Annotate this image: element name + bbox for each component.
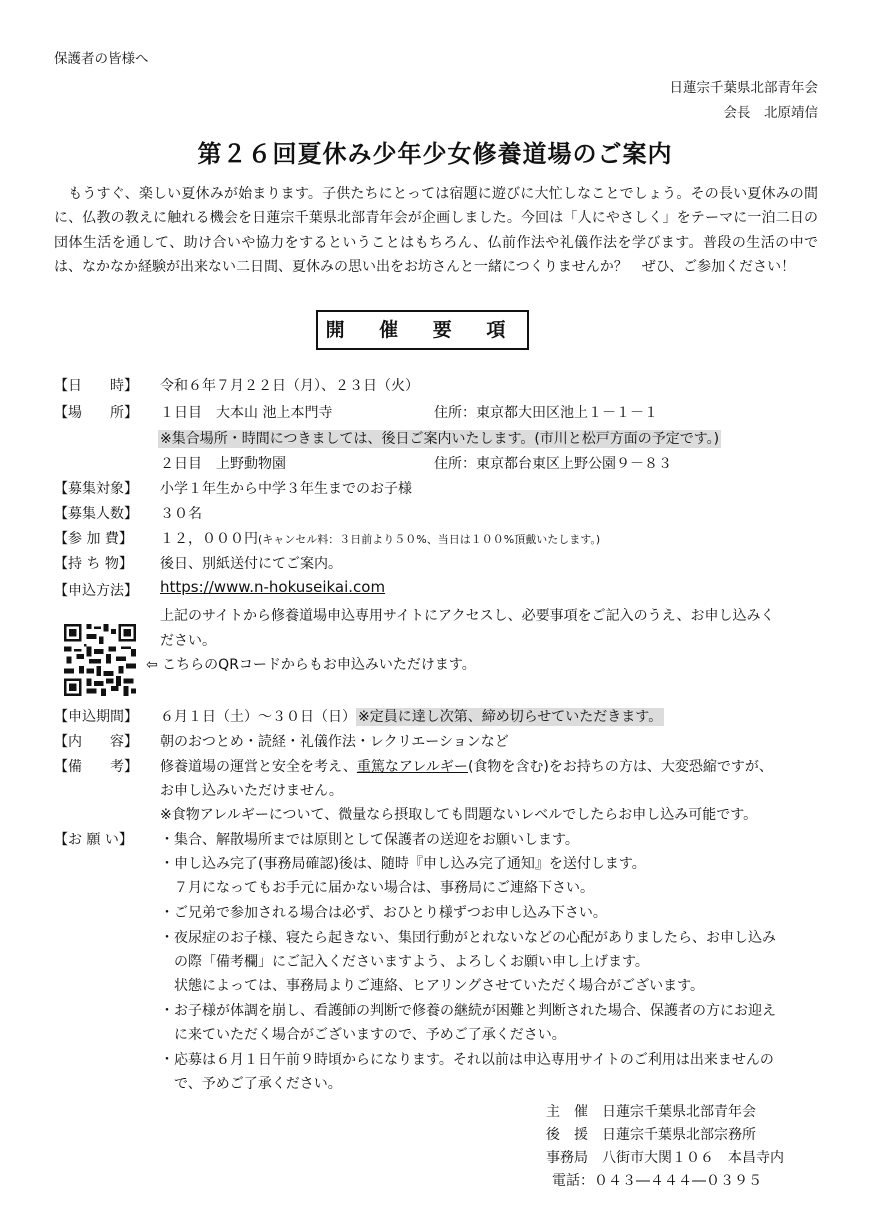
remarks-label: 【備 考】 [54,759,138,775]
period-row [160,706,664,726]
remarks-1c: (食物を含む)をお持ちの方は、大変恐縮ですが、 [467,759,773,775]
fee-note: (キャンセル料：３日前より５０%、当日は１００%頂戴いたします。) [258,533,601,546]
target-value: 小学１年生から中学３年生までのお子様 [160,481,412,497]
request-line: ・お子様が体調を崩し、看護師の判断で修養の継続が困難と判断された場合、保護者の方にお迎え [160,1003,776,1019]
footer-support: 後 援 日蓮宗千葉県北部宗務所 [546,1127,756,1143]
apply-label: 【申込方法】 [54,583,138,599]
remarks-line2: お申し込みいただけません。 [160,783,343,799]
period-value: ６月１日（土）～３０日（日） [160,709,356,725]
remarks-1a: 修養道場の運営と安全を考え、 [160,759,357,775]
day1-address: 住所：東京都大田区池上１－１－１ [434,405,658,421]
day2-address: 住所：東京都台東区上野公園９－８３ [434,456,672,472]
footer-phone: 電話：０４３―４４４―０３９５ [552,1173,762,1189]
date-value: 令和６年７月２２日（月）、２３日（火） [160,378,419,394]
footer-office: 事務局 八街市大関１０６ 本昌寺内 [546,1150,784,1166]
president-name: 会長 北原靖信 [723,105,818,121]
remarks-line3: ※食物アレルギーについて、微量なら摂取しても問題ないレベルでしたらお申し込み可能です。 [160,807,758,823]
qr-code[interactable] [64,624,136,696]
request-line: ７月になってもお手元に届かない場合は、事務局にご連絡下さい。 [160,880,594,896]
period-note: ※定員に達し次第、締め切らせていただきます。 [358,709,663,725]
footer-host: 主 催 日蓮宗千葉県北部青年会 [546,1104,756,1120]
content-label: 【内 容】 [54,734,138,750]
intro-paragraph [54,182,818,279]
fee-label: 【参 加 費】 [54,531,133,547]
request-line: ・夜尿症のお子様、寝たら起きない、集団行動がとれないなどの心配がありましたら、お申し込み [160,930,776,946]
day2-venue: ２日目 上野動物園 [160,456,286,472]
request-label: 【お 願 い】 [54,832,133,848]
request-line: ・ご兄弟で参加される場合は必ず、おひとり様ずつお申し込み下さい。 [160,905,607,921]
target-label: 【募集対象】 [54,481,138,497]
request-line: ・申し込み完了(事務局確認)後は、随時『申し込み完了通知』を送付します。 [160,856,646,872]
items-label: 【持 ち 物】 [54,556,133,572]
period-label: 【申込期間】 [54,709,138,725]
request-line: に来ていただく場合がございますので、予めご了承ください。 [160,1027,566,1043]
request-line: で、予めご了承ください。 [160,1076,342,1092]
day1-venue: １日目 大本山 池上本門寺 [160,405,333,421]
request-line: ・応募は６月１日午前９時頃からになります。それ以前は申込専用サイトのご利用は出来ませんの [160,1052,774,1068]
place-label: 【場 所】 [54,405,138,421]
capacity-value: ３０名 [160,506,202,522]
fee-value: １２，０００円 [160,531,258,547]
capacity-label: 【募集人数】 [54,506,138,522]
content-value: 朝のおつとめ・読経・礼儀作法・レクリエーションなど [160,734,509,750]
fee-row [160,528,600,548]
remarks-1b: 重篤なアレルギー [356,759,468,775]
request-line: ・集合、解散場所までは原則として保護者の送迎をお願いします。 [160,832,579,848]
request-line: 状態によっては、事務局よりご連絡、ヒアリングさせていただく場合がございます。 [160,978,705,994]
intro-text: もうすぐ、楽しい夏休みが始まります。子供たちにとっては宿題に遊びに大忙しなことでしょう。その長い夏休みの間に、仏教の教えに触れる機会を日蓮宗千葉県北部青年会が企画しました。今回は「人にやさしく」をテーマに一泊二日の団体生活を通して、助け合いや協力をするということはもちろん、仏前作法や礼儀作法を学びます。普段の生活の中では、なかなか経験が出来ない二日間、夏休みの思い出をお坊さんと一緒につくりませんか？ ぜひ、ご参加ください！ [54,186,818,275]
date-label: 【日 時】 [54,378,138,394]
organization-name: 日蓮宗千葉県北部青年会 [669,80,818,96]
meeting-note-text: ※集合場所・時間につきましては、後日ご案内いたします。(市川と松戸方面の予定です。) [160,431,720,447]
page-title: 第２６回夏休み少年少女修養道場のご案内 [197,140,673,168]
section-heading: 開 催 要 項 [316,310,529,350]
qr-instruction: ⇦ こちらのQRコードからもお申込みいただけます。 [146,657,476,673]
apply-text-line2: ださい。 [160,633,216,649]
items-value: 後日、別紙送付にてご案内。 [160,556,342,572]
apply-url-link[interactable]: https://www.n-hokuseikai.com [160,578,386,596]
meeting-note [158,428,721,448]
apply-text-line1: 上記のサイトから修養道場申込専用サイトにアクセスし、必要事項をご記入のうえ、お申し込みく [160,608,775,624]
remarks-line1 [160,756,773,776]
addressee: 保護者の皆様へ [54,51,149,67]
request-line: の際「備考欄」にご記入くださいますよう、よろしくお願い申し上げます。 [160,954,649,970]
